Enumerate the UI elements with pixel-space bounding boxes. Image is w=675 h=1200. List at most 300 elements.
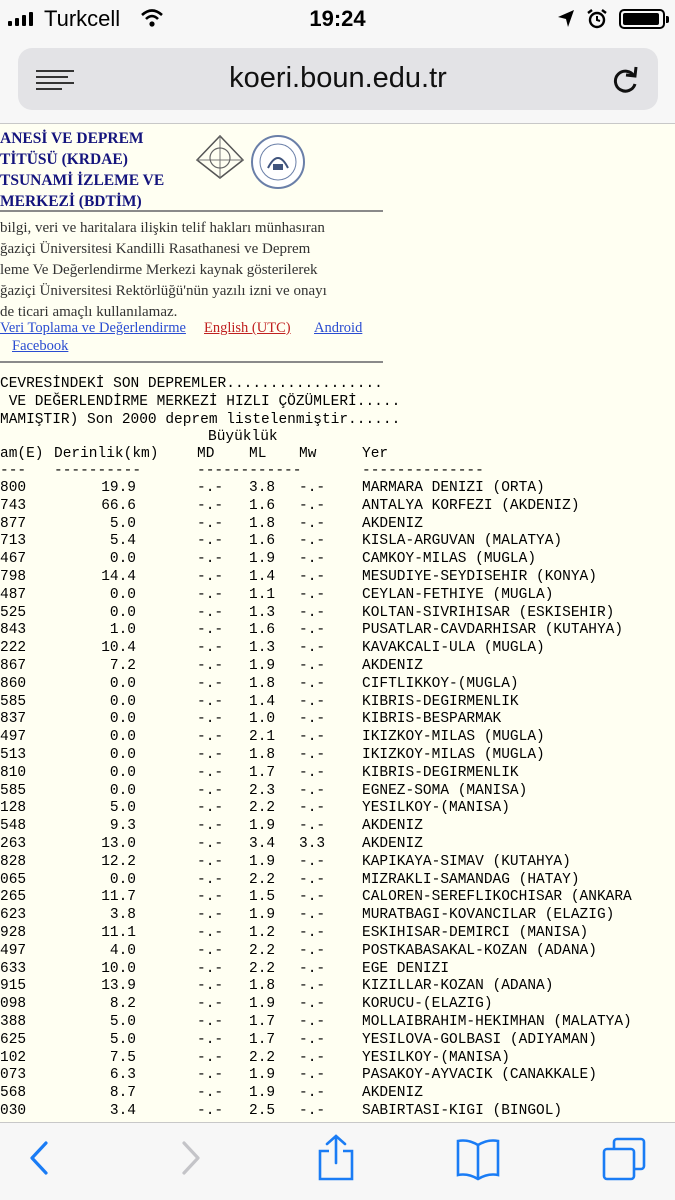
location-arrow-icon: [556, 8, 576, 30]
facebook-link[interactable]: [12, 338, 68, 355]
cell-place: CEYLAN-FETHIYE (MUGLA): [362, 586, 554, 603]
cell-longitude: 265: [0, 889, 27, 906]
cell-mw: -.-: [299, 889, 326, 906]
cell-place: KAPIKAYA-SIMAV (KUTAHYA): [362, 853, 571, 870]
table-row: [0, 1067, 675, 1085]
cell-md: -.-: [197, 1031, 224, 1048]
cell-place: KIBRIS-DEGIRMENLIK: [362, 764, 519, 781]
table-row: [0, 800, 675, 818]
cell-place: KIBRIS-BESPARMAK: [362, 711, 502, 728]
cell-ml: 1.9: [249, 1085, 276, 1102]
table-row: [0, 516, 675, 534]
table-row: [0, 1103, 675, 1121]
cell-md: -.-: [197, 1049, 224, 1066]
cell-place: KIZILLAR-KOZAN (ADANA): [362, 978, 554, 995]
cell-ml: 1.9: [249, 657, 276, 674]
cell-md: -.-: [197, 978, 224, 995]
cell-md: -.-: [197, 586, 224, 603]
cell-md: -.-: [197, 1067, 224, 1084]
table-row: [0, 551, 675, 569]
cell-md: -.-: [197, 480, 224, 496]
cell-longitude: 568: [0, 1085, 27, 1102]
android-link[interactable]: [314, 320, 362, 337]
org-title-line: ANESİ VE DEPREM: [0, 130, 144, 147]
cell-ml: 2.1: [249, 729, 276, 746]
cell-depth: 10.4: [101, 640, 136, 657]
cell-longitude: 128: [0, 800, 27, 817]
cell-md: -.-: [197, 1102, 224, 1119]
cell-mw: -.-: [299, 1013, 326, 1030]
col-divider-depth: ----------: [54, 463, 142, 479]
cell-ml: 1.9: [249, 818, 276, 835]
cell-place: KORUCU-(ELAZIG): [362, 996, 493, 1013]
cell-place: MARMARA DENIZI (ORTA): [362, 480, 545, 496]
cell-place: EGE DENIZI: [362, 960, 450, 977]
cell-depth: 5.0: [109, 515, 136, 532]
cell-depth: 11.7: [101, 889, 136, 906]
cell-place: CIFTLIKKOY-(MUGLA): [362, 675, 519, 692]
cell-depth: 10.0: [101, 960, 136, 977]
cell-md: -.-: [197, 551, 224, 568]
cell-md: -.-: [197, 996, 224, 1013]
cell-ml: 1.3: [249, 640, 276, 657]
cell-md: -.-: [197, 800, 224, 817]
cell-depth: 5.0: [109, 1013, 136, 1030]
cell-mw: -.-: [299, 675, 326, 692]
reload-icon[interactable]: [610, 64, 640, 96]
cell-place: PUSATLAR-CAVDARHISAR (KUTAHYA): [362, 622, 624, 639]
english-link[interactable]: [204, 320, 291, 337]
status-bar: [0, 0, 675, 40]
table-row: [0, 925, 675, 943]
cell-md: -.-: [197, 1013, 224, 1030]
cell-ml: 3.8: [249, 480, 276, 496]
table-row: [0, 676, 675, 694]
cell-ml: 1.9: [249, 907, 276, 924]
cell-ml: 1.4: [249, 568, 276, 585]
cell-ml: 1.8: [249, 515, 276, 532]
url-text[interactable]: koeri.boun.edu.tr: [229, 62, 447, 94]
cell-longitude: 713: [0, 533, 27, 550]
cell-ml: 2.5: [249, 1102, 276, 1119]
cell-longitude: 743: [0, 497, 27, 514]
tabs-icon[interactable]: [600, 1135, 648, 1183]
cell-depth: 0.0: [109, 782, 136, 799]
cell-md: -.-: [197, 622, 224, 639]
col-header-longitude: am(E): [0, 446, 44, 462]
cell-mw: -.-: [299, 800, 326, 817]
links-divider: [0, 361, 383, 363]
cell-place: CAMKOY-MILAS (MUGLA): [362, 551, 537, 568]
cell-place: AKDENIZ: [362, 818, 423, 835]
cell-place: SABIRTASI-KIGI (BINGOL): [362, 1102, 563, 1119]
cell-mw: -.-: [299, 622, 326, 639]
cell-longitude: 467: [0, 551, 27, 568]
carrier-name: Turkcell: [44, 6, 121, 31]
cell-ml: 1.9: [249, 996, 276, 1013]
org-title-line: TSUNAMİ İZLEME VE: [0, 172, 165, 189]
table-row: [0, 783, 675, 801]
table-row: [0, 569, 675, 587]
cell-place: AKDENIZ: [362, 515, 423, 532]
org-title-line: TİTÜSÜ (KRDAE): [0, 151, 128, 168]
table-row: [0, 818, 675, 836]
cell-longitude: 102: [0, 1049, 27, 1066]
battery-icon: [619, 9, 665, 29]
cell-longitude: 098: [0, 996, 27, 1013]
cell-md: -.-: [197, 693, 224, 710]
cell-mw: -.-: [299, 764, 326, 781]
notice-line: ğaziçi Üniversitesi Kandilli Rasathanesi ve Deprem: [0, 241, 311, 257]
cell-md: -.-: [197, 729, 224, 746]
cell-md: -.-: [197, 924, 224, 941]
cell-place: MIZRAKLI-SAMANDAG (HATAY): [362, 871, 580, 888]
cell-depth: 0.0: [109, 711, 136, 728]
table-row: [0, 658, 675, 676]
cell-depth: 8.2: [109, 996, 136, 1013]
cell-mw: -.-: [299, 568, 326, 585]
cell-ml: 1.0: [249, 711, 276, 728]
cell-place: PASAKOY-AYVACIK (CANAKKALE): [362, 1067, 597, 1084]
magnitude-header: Büyüklük: [208, 429, 278, 445]
table-row: [0, 605, 675, 623]
cell-md: -.-: [197, 960, 224, 977]
table-row: [0, 996, 675, 1014]
cell-depth: 0.0: [109, 604, 136, 621]
cell-ml: 1.8: [249, 978, 276, 995]
cell-depth: 0.0: [109, 871, 136, 888]
cell-mw: -.-: [299, 711, 326, 728]
table-row: [0, 640, 675, 658]
cell-place: YESILOVA-GOLBASI (ADIYAMAN): [362, 1031, 597, 1048]
cell-mw: -.-: [299, 586, 326, 603]
table-row: [0, 889, 675, 907]
cell-mw: -.-: [299, 782, 326, 799]
cell-mw: -.-: [299, 871, 326, 888]
cell-longitude: 810: [0, 764, 27, 781]
table-row: [0, 836, 675, 854]
cell-longitude: 837: [0, 711, 27, 728]
cell-ml: 1.5: [249, 889, 276, 906]
cell-mw: -.-: [299, 907, 326, 924]
listing-intro-line: CEVRESİNDEKİ SON DEPREMLER..................: [0, 376, 383, 392]
cell-ml: 2.3: [249, 782, 276, 799]
data-collection-link[interactable]: [0, 320, 186, 337]
cell-longitude: 843: [0, 622, 27, 639]
cell-longitude: 065: [0, 871, 27, 888]
cell-depth: 0.0: [109, 693, 136, 710]
cell-mw: -.-: [299, 551, 326, 568]
cell-depth: 19.9: [101, 480, 136, 496]
table-row: [0, 498, 675, 516]
table-row: [0, 587, 675, 605]
web-page-content: [0, 124, 675, 1122]
cell-longitude: 497: [0, 729, 27, 746]
cell-md: -.-: [197, 942, 224, 959]
cell-place: AKDENIZ: [362, 1085, 423, 1102]
table-row: [0, 622, 675, 640]
notice-line: de ticari amaçlı kullanılamaz.: [0, 304, 178, 320]
browser-toolbar: [0, 1122, 675, 1200]
listing-intro-line: MAMIŞTIR) Son 2000 deprem listelenmiştir......: [0, 412, 401, 428]
cell-depth: 0.0: [109, 675, 136, 692]
cell-mw: -.-: [299, 1049, 326, 1066]
cell-md: -.-: [197, 1085, 224, 1102]
cell-mw: -.-: [299, 604, 326, 621]
cell-longitude: 030: [0, 1102, 27, 1119]
cell-place: EGNEZ-SOMA (MANISA): [362, 782, 528, 799]
cell-mw: -.-: [299, 729, 326, 746]
cell-mw: -.-: [299, 1102, 326, 1119]
cell-ml: 1.3: [249, 604, 276, 621]
cell-ml: 2.2: [249, 1049, 276, 1066]
cell-depth: 11.1: [101, 924, 136, 941]
bookmarks-icon[interactable]: [454, 1137, 502, 1181]
cell-depth: 0.0: [109, 746, 136, 763]
table-row: [0, 747, 675, 765]
cell-depth: 5.0: [109, 1031, 136, 1048]
cell-ml: 2.2: [249, 960, 276, 977]
cell-mw: -.-: [299, 1031, 326, 1048]
notice-line: bilgi, veri ve haritalara ilişkin telif hakları münhasıran: [0, 220, 325, 236]
cell-longitude: 585: [0, 782, 27, 799]
cell-md: -.-: [197, 782, 224, 799]
cell-depth: 4.0: [109, 942, 136, 959]
cell-ml: 1.4: [249, 693, 276, 710]
table-row: [0, 961, 675, 979]
cell-ml: 1.6: [249, 622, 276, 639]
cell-depth: 5.4: [109, 533, 136, 550]
cell-place: KIBRIS-DEGIRMENLIK: [362, 693, 519, 710]
cell-longitude: 388: [0, 1013, 27, 1030]
cell-depth: 3.4: [109, 1102, 136, 1119]
cell-mw: -.-: [299, 1085, 326, 1102]
col-header-depth: Derinlik(km): [54, 446, 159, 462]
cell-longitude: 263: [0, 835, 27, 852]
cell-longitude: 497: [0, 942, 27, 959]
cell-ml: 1.7: [249, 1031, 276, 1048]
cell-depth: 8.7: [109, 1085, 136, 1102]
english-link-text[interactable]: English (UTC): [204, 320, 291, 336]
cell-md: -.-: [197, 889, 224, 906]
cell-longitude: 623: [0, 907, 27, 924]
cell-ml: 2.2: [249, 800, 276, 817]
cell-mw: -.-: [299, 693, 326, 710]
cell-mw: -.-: [299, 480, 326, 496]
facebook-link-text[interactable]: Facebook: [12, 338, 69, 354]
forward-icon[interactable]: [178, 1137, 204, 1179]
bogazici-university-seal-icon: [250, 134, 306, 190]
cell-ml: 1.8: [249, 746, 276, 763]
table-row: [0, 711, 675, 729]
table-row: [0, 943, 675, 961]
cell-place: YESILKOY-(MANISA): [362, 800, 510, 817]
table-row: [0, 1050, 675, 1068]
android-link-text[interactable]: Android: [314, 320, 363, 336]
cell-depth: 5.0: [109, 800, 136, 817]
cell-mw: 3.3: [299, 835, 326, 852]
cell-ml: 1.7: [249, 1013, 276, 1030]
cell-place: IKIZKOY-MILAS (MUGLA): [362, 729, 545, 746]
cell-place: MURATBAGI-KOVANCILAR (ELAZIG): [362, 907, 615, 924]
cell-longitude: 625: [0, 1031, 27, 1048]
table-row: [0, 765, 675, 783]
cell-mw: -.-: [299, 1067, 326, 1084]
cell-place: ESKIHISAR-DEMIRCI (MANISA): [362, 924, 589, 941]
cell-ml: 1.9: [249, 1067, 276, 1084]
cell-depth: 13.9: [101, 978, 136, 995]
cell-depth: 7.5: [109, 1049, 136, 1066]
cell-md: -.-: [197, 533, 224, 550]
cell-md: -.-: [197, 853, 224, 870]
cell-md: -.-: [197, 675, 224, 692]
cell-longitude: 800: [0, 480, 27, 496]
alarm-icon: [586, 8, 608, 30]
cell-depth: 7.2: [109, 657, 136, 674]
table-row: [0, 854, 675, 872]
table-row: [0, 907, 675, 925]
table-row: [0, 978, 675, 996]
cell-depth: 13.0: [101, 835, 136, 852]
col-header-mw: Mw: [299, 446, 317, 462]
cell-ml: 1.1: [249, 586, 276, 603]
address-bar[interactable]: [18, 48, 658, 110]
cell-place: POSTKABASAKAL-KOZAN (ADANA): [362, 942, 597, 959]
cell-md: -.-: [197, 835, 224, 852]
cell-ml: 3.4: [249, 835, 276, 852]
cell-md: -.-: [197, 746, 224, 763]
earthquake-list: [0, 480, 675, 1121]
cell-longitude: 487: [0, 586, 27, 603]
cell-depth: 1.0: [109, 622, 136, 639]
cell-mw: -.-: [299, 657, 326, 674]
cell-mw: -.-: [299, 924, 326, 941]
cell-mw: -.-: [299, 818, 326, 835]
cell-md: -.-: [197, 497, 224, 514]
cell-mw: -.-: [299, 978, 326, 995]
table-row: [0, 1014, 675, 1032]
cell-mw: -.-: [299, 497, 326, 514]
cell-longitude: 525: [0, 604, 27, 621]
cell-md: -.-: [197, 711, 224, 728]
cell-md: -.-: [197, 871, 224, 888]
cell-longitude: 585: [0, 693, 27, 710]
table-row: [0, 729, 675, 747]
cell-ml: 1.7: [249, 764, 276, 781]
cell-depth: 0.0: [109, 551, 136, 568]
cell-md: -.-: [197, 764, 224, 781]
share-icon[interactable]: [316, 1133, 356, 1183]
cell-ml: 2.2: [249, 871, 276, 888]
cell-place: AKDENIZ: [362, 835, 423, 852]
cell-place: KAVAKCALI-ULA (MUGLA): [362, 640, 545, 657]
cell-depth: 12.2: [101, 853, 136, 870]
cell-place: YESILKOY-(MANISA): [362, 1049, 510, 1066]
cell-longitude: 548: [0, 818, 27, 835]
cell-depth: 0.0: [109, 729, 136, 746]
cell-longitude: 867: [0, 657, 27, 674]
col-header-md: MD: [197, 446, 215, 462]
cell-longitude: 222: [0, 640, 27, 657]
cell-ml: 1.9: [249, 551, 276, 568]
table-row: [0, 533, 675, 551]
cell-place: MESUDIYE-SEYDISEHIR (KONYA): [362, 568, 597, 585]
cell-depth: 3.8: [109, 907, 136, 924]
cell-md: -.-: [197, 640, 224, 657]
cell-md: -.-: [197, 515, 224, 532]
cell-mw: -.-: [299, 533, 326, 550]
cell-place: KISLA-ARGUVAN (MALATYA): [362, 533, 563, 550]
cell-place: AKDENIZ: [362, 657, 423, 674]
cell-mw: -.-: [299, 515, 326, 532]
cell-depth: 0.0: [109, 586, 136, 603]
cell-depth: 66.6: [101, 497, 136, 514]
cell-depth: 14.4: [101, 568, 136, 585]
data-collection-link-text[interactable]: Veri Toplama ve Değerlendirme: [0, 320, 186, 336]
col-divider-place: --------------: [362, 463, 484, 479]
cell-place: IKIZKOY-MILAS (MUGLA): [362, 746, 545, 763]
col-divider-magnitude: ------------: [197, 463, 302, 479]
notice-line: leme Ve Değerlendirme Merkezi kaynak gösterilerek: [0, 262, 318, 278]
clock-time: 19:24: [309, 6, 366, 31]
cell-depth: 0.0: [109, 764, 136, 781]
notice-line: ğaziçi Üniversitesi Rektörlüğü'nün yazılı izni ve onayı: [0, 283, 327, 299]
cell-longitude: 860: [0, 675, 27, 692]
cell-md: -.-: [197, 818, 224, 835]
cell-ml: 1.6: [249, 497, 276, 514]
col-divider-longitude: ---: [0, 463, 27, 479]
cell-depth: 9.3: [109, 818, 136, 835]
cell-md: -.-: [197, 657, 224, 674]
col-header-place: Yer: [362, 446, 389, 462]
cell-place: ANTALYA KORFEZI (AKDENIZ): [362, 497, 580, 514]
back-icon[interactable]: [26, 1137, 52, 1179]
table-row: [0, 872, 675, 890]
listing-intro-line: VE DEĞERLENDİRME MERKEZİ HIZLI ÇÖZÜMLERİ.....: [0, 394, 401, 410]
table-row: [0, 480, 675, 498]
cell-longitude: 513: [0, 746, 27, 763]
cell-mw: -.-: [299, 746, 326, 763]
cell-ml: 1.2: [249, 924, 276, 941]
cell-mw: -.-: [299, 853, 326, 870]
kandilli-logo-icon: [193, 132, 247, 182]
cell-md: -.-: [197, 568, 224, 585]
cell-depth: 6.3: [109, 1067, 136, 1084]
cell-longitude: 877: [0, 515, 27, 532]
cell-longitude: 798: [0, 568, 27, 585]
cell-longitude: 633: [0, 960, 27, 977]
cell-longitude: 828: [0, 853, 27, 870]
table-row: [0, 694, 675, 712]
cell-ml: 1.8: [249, 675, 276, 692]
cell-place: MOLLAIBRAHIM-HEKIMHAN (MALATYA): [362, 1013, 632, 1030]
org-title-line: MERKEZİ (BDTİM): [0, 193, 142, 210]
table-row: [0, 1032, 675, 1050]
cell-mw: -.-: [299, 996, 326, 1013]
copyright-notice: [0, 218, 450, 323]
cell-mw: -.-: [299, 942, 326, 959]
header-divider: [0, 210, 383, 212]
cell-place: CALOREN-SEREFLIKOCHISAR (ANKARA: [362, 889, 632, 906]
browser-address-area: [0, 40, 675, 124]
cell-ml: 1.9: [249, 853, 276, 870]
cell-longitude: 073: [0, 1067, 27, 1084]
cell-md: -.-: [197, 907, 224, 924]
cell-md: -.-: [197, 604, 224, 621]
cell-longitude: 915: [0, 978, 27, 995]
cell-mw: -.-: [299, 640, 326, 657]
table-row: [0, 1085, 675, 1103]
